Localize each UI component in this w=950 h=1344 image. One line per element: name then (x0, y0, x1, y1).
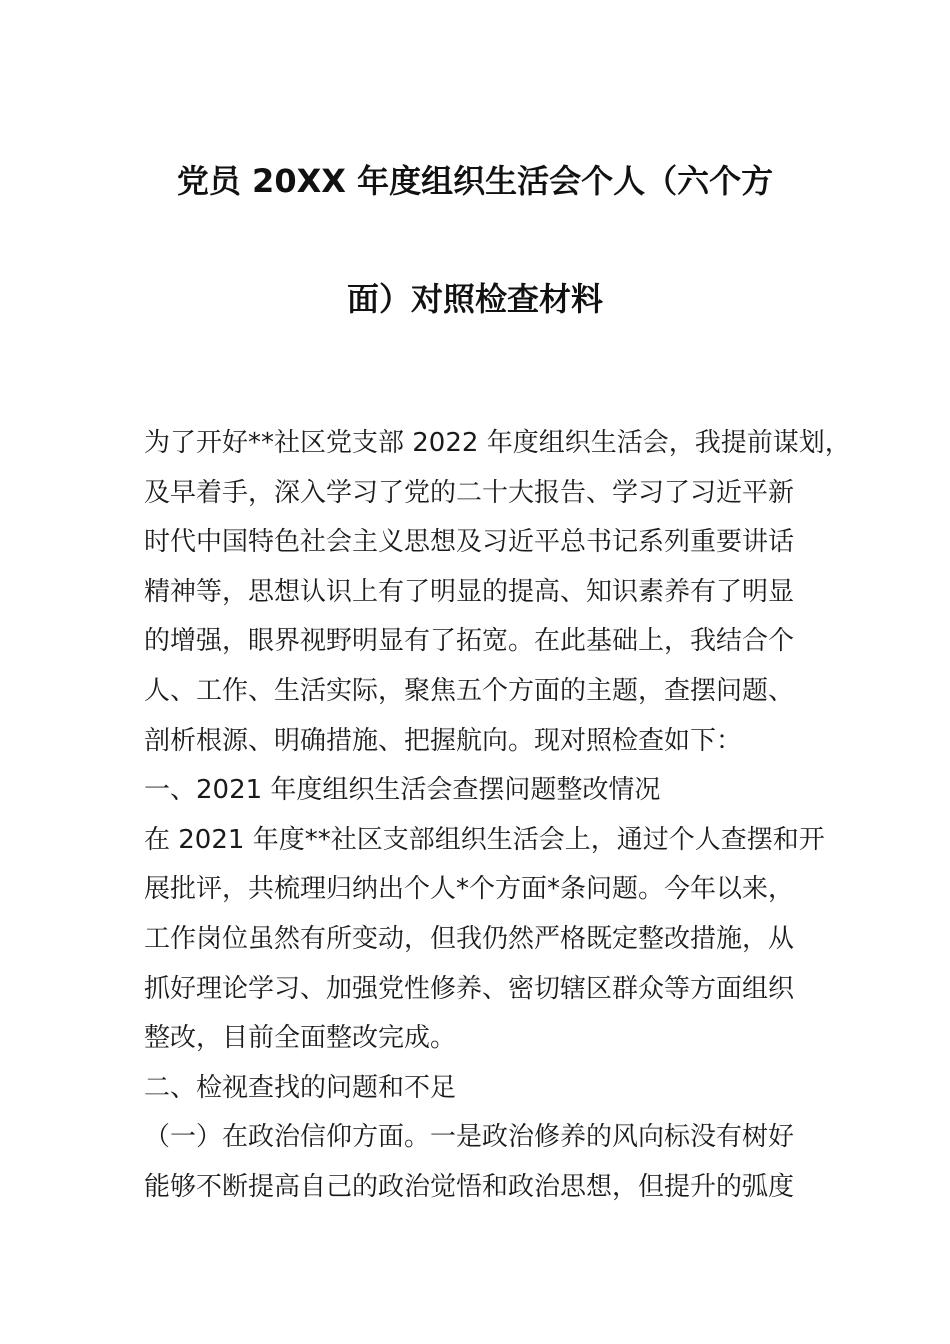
body-line: 工作岗位虽然有所变动，但我仍然严格既定整改措施，从 (144, 923, 795, 954)
body-line: 时代中国特色社会主义思想及习近平总书记系列重要讲话 (144, 527, 795, 558)
document-body (144, 419, 851, 1213)
body-line: 的增强，眼界视野明显有了拓宽。在此基础上，我结合个 (144, 626, 795, 657)
body-line: 剖析根源、明确措施、把握航向。现对照检查如下： (144, 725, 743, 756)
document-title-line-1: 党员 20XX 年度组织生活会个人（六个方 (176, 162, 774, 200)
body-line: 整改，目前全面整改完成。 (144, 1023, 457, 1054)
body-line: 在 2021 年度**社区支部组织生活会上，通过个人查摆和开 (144, 824, 825, 855)
document-title-line-2: 面）对照检查材料 (346, 280, 603, 318)
body-line: 为了开好**社区党支部 2022 年度组织生活会，我提前谋划， (144, 428, 851, 458)
body-line: 精神等，思想认识上有了明显的提高、知识素养有了明显 (144, 576, 795, 607)
body-line: 能够不断提高自己的政治觉悟和政治思想，但提升的弧度 (144, 1171, 795, 1202)
body-line: 人、工作、生活实际，聚焦五个方面的主题，查摆问题、 (144, 675, 795, 706)
body-line: 展批评，共梳理归纳出个人*个方面*条问题。今年以来， (144, 874, 795, 905)
body-line: （一）在政治信仰方面。一是政治修养的风向标没有树好 (144, 1122, 795, 1153)
body-line: 及早着手，深入学习了党的二十大报告、学习了习近平新 (144, 477, 795, 508)
body-line: 抓好理论学习、加强党性修养、密切辖区群众等方面组织 (144, 973, 795, 1004)
section-heading-2: 二、检视查找的问题和不足 (144, 1072, 457, 1103)
section-heading-1: 一、2021 年度组织生活会查摆问题整改情况 (144, 775, 661, 806)
